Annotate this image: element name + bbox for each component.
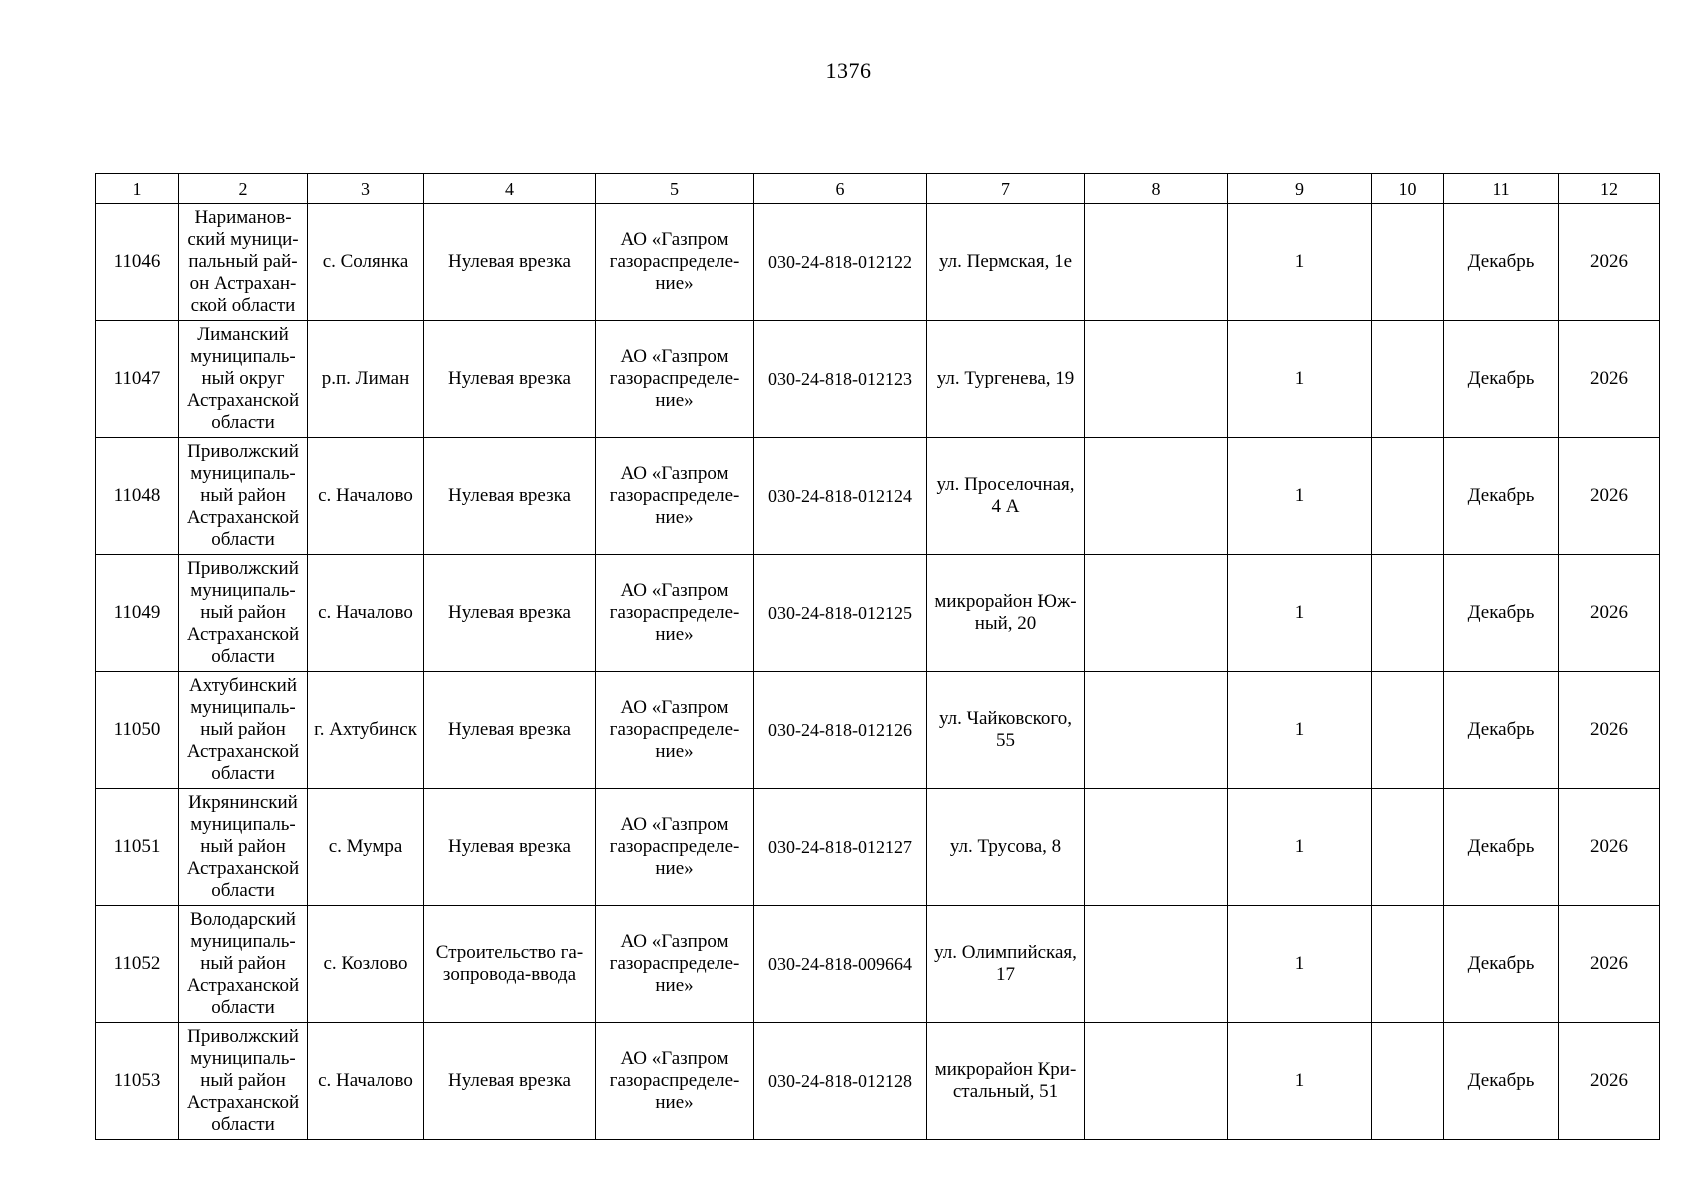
cell-line: микрорайон Юж- [934,591,1077,612]
column-header: 9 [1228,174,1372,204]
quantity-cell: 1 [1228,789,1372,906]
cell-line: Нулевая врезка [448,836,571,857]
cell-line: пальный рай- [188,251,298,272]
cell-line: 4 А [991,496,1020,517]
cell-line: муниципаль- [190,931,296,952]
table-row [96,789,1660,906]
month-cell: Декабрь [1444,906,1559,1023]
cell-line: Астраханской [186,741,300,762]
column-header: 10 [1372,174,1444,204]
year-cell: 2026 [1559,204,1660,321]
object-code-cell: 030-24-818-009664 [754,906,927,1023]
cell-line: муниципаль- [190,814,296,835]
cell-line: Ахтубинский [188,675,298,696]
cell-line: Астраханской [186,1092,300,1113]
cell-line: газораспределе- [609,485,740,506]
record-number-cell: 11047 [96,321,179,438]
cell-line: ный район [200,485,286,506]
work-type-cell [424,438,596,555]
column-8-cell [1085,555,1228,672]
district-cell [179,789,308,906]
column-8-cell [1085,789,1228,906]
quantity-cell: 1 [1228,321,1372,438]
organization-cell [596,672,754,789]
cell-line: Нулевая врезка [448,602,571,623]
column-10-cell [1372,672,1444,789]
cell-line: АО «Газпром [620,1048,729,1069]
column-header: 4 [424,174,596,204]
record-number-cell: 11052 [96,906,179,1023]
column-header: 12 [1559,174,1660,204]
cell-line: Икрянинский [188,792,298,813]
settlement-cell: с. Началово [308,555,424,672]
cell-line: ул. Пермская, 1е [938,251,1073,272]
column-10-cell [1372,438,1444,555]
cell-line: области [211,880,275,901]
column-8-cell [1085,906,1228,1023]
record-number-cell: 11046 [96,204,179,321]
settlement-cell: с. Началово [308,438,424,555]
cell-line: ный район [200,836,286,857]
cell-line: Астраханской [186,624,300,645]
address-cell [927,321,1085,438]
column-header: 7 [927,174,1085,204]
cell-line: области [211,412,275,433]
year-cell: 2026 [1559,672,1660,789]
object-code-cell: 030-24-818-012122 [754,204,927,321]
cell-line: муниципаль- [190,346,296,367]
column-header: 3 [308,174,424,204]
object-code-cell: 030-24-818-012124 [754,438,927,555]
month-cell: Декабрь [1444,321,1559,438]
column-header: 11 [1444,174,1559,204]
record-number-cell: 11051 [96,789,179,906]
table-row [96,672,1660,789]
district-cell [179,321,308,438]
column-8-cell [1085,1023,1228,1140]
district-cell [179,204,308,321]
settlement-cell: г. Ахтубинск [308,672,424,789]
month-cell: Декабрь [1444,672,1559,789]
cell-line: ние» [655,858,694,879]
record-number-cell: 11053 [96,1023,179,1140]
cell-line: АО «Газпром [620,931,729,952]
address-cell [927,789,1085,906]
quantity-cell: 1 [1228,906,1372,1023]
cell-line: Приволжский [187,558,299,579]
organization-cell [596,204,754,321]
settlement-cell: с. Солянка [308,204,424,321]
address-cell [927,1023,1085,1140]
column-header: 6 [754,174,927,204]
column-8-cell [1085,204,1228,321]
cell-line: муниципаль- [190,580,296,601]
month-cell: Декабрь [1444,789,1559,906]
column-10-cell [1372,555,1444,672]
cell-line: Приволжский [187,1026,299,1047]
cell-line: области [211,997,275,1018]
work-type-cell [424,321,596,438]
column-10-cell [1372,1023,1444,1140]
cell-line: газораспределе- [609,1070,740,1091]
work-type-cell [424,555,596,672]
address-cell [927,672,1085,789]
cell-line: ние» [655,273,694,294]
record-number-cell: 11050 [96,672,179,789]
table-row [96,438,1660,555]
organization-cell [596,321,754,438]
work-type-cell [424,906,596,1023]
cell-line: АО «Газпром [620,697,729,718]
work-type-cell [424,672,596,789]
cell-line: газораспределе- [609,719,740,740]
quantity-cell: 1 [1228,1023,1372,1140]
cell-line: газораспределе- [609,953,740,974]
record-number-cell: 11048 [96,438,179,555]
cell-line: ул. Чайковского, [939,708,1072,729]
cell-line: Нулевая врезка [448,719,571,740]
cell-line: ул. Проселочная, [936,474,1075,495]
address-cell [927,555,1085,672]
organization-cell [596,906,754,1023]
cell-line: ние» [655,624,694,645]
cell-line: зопровода-ввода [442,964,577,985]
address-cell [927,906,1085,1023]
cell-line: АО «Газпром [620,346,729,367]
cell-line: Астраханской [186,390,300,411]
cell-line: области [211,1114,275,1135]
district-cell [179,1023,308,1140]
object-code-cell: 030-24-818-012125 [754,555,927,672]
district-cell [179,672,308,789]
column-header: 2 [179,174,308,204]
cell-line: области [211,646,275,667]
table-row [96,1023,1660,1140]
year-cell: 2026 [1559,906,1660,1023]
column-8-cell [1085,672,1228,789]
object-code-cell: 030-24-818-012123 [754,321,927,438]
quantity-cell: 1 [1228,672,1372,789]
year-cell: 2026 [1559,555,1660,672]
year-cell: 2026 [1559,1023,1660,1140]
column-10-cell [1372,321,1444,438]
cell-line: АО «Газпром [620,580,729,601]
cell-line: газораспределе- [609,251,740,272]
month-cell: Декабрь [1444,555,1559,672]
cell-line: ный округ [201,368,285,389]
work-type-cell [424,204,596,321]
district-cell [179,906,308,1023]
cell-line: Нулевая врезка [448,485,571,506]
cell-line: АО «Газпром [620,814,729,835]
table-row [96,204,1660,321]
table-row [96,321,1660,438]
organization-cell [596,789,754,906]
settlement-cell: с. Мумра [308,789,424,906]
cell-line: микрорайон Кри- [934,1059,1077,1080]
settlement-cell: р.п. Лиман [308,321,424,438]
cell-line: ный район [200,1070,286,1091]
table-row [96,906,1660,1023]
column-header: 1 [96,174,179,204]
year-cell: 2026 [1559,438,1660,555]
cell-line: Приволжский [187,441,299,462]
cell-line: ул. Олимпийская, [934,942,1077,963]
cell-line: Строительство га- [435,942,584,963]
data-table [95,173,1660,1140]
year-cell: 2026 [1559,789,1660,906]
quantity-cell: 1 [1228,204,1372,321]
cell-line: ный район [200,953,286,974]
cell-line: стальный, 51 [952,1081,1059,1102]
quantity-cell: 1 [1228,438,1372,555]
cell-line: муниципаль- [190,697,296,718]
address-cell [927,204,1085,321]
cell-line: газораспределе- [609,602,740,623]
cell-line: ный район [200,719,286,740]
month-cell: Декабрь [1444,1023,1559,1140]
cell-line: ние» [655,507,694,528]
district-cell [179,438,308,555]
cell-line: Астраханской [186,507,300,528]
cell-line: области [211,529,275,550]
object-code-cell: 030-24-818-012128 [754,1023,927,1140]
settlement-cell: с. Началово [308,1023,424,1140]
cell-line: Володарский [190,909,296,930]
settlement-cell: с. Козлово [308,906,424,1023]
column-header: 8 [1085,174,1228,204]
cell-line: он Астрахан- [189,273,297,294]
cell-line: Астраханской [186,858,300,879]
cell-line: газораспределе- [609,368,740,389]
cell-line: ский муници- [187,229,299,250]
object-code-cell: 030-24-818-012127 [754,789,927,906]
table-body [96,204,1660,1140]
cell-line: области [211,763,275,784]
cell-line: Лиманский [197,324,289,345]
column-header: 5 [596,174,754,204]
month-cell: Декабрь [1444,204,1559,321]
organization-cell [596,438,754,555]
work-type-cell [424,789,596,906]
cell-line: газораспределе- [609,836,740,857]
cell-line: ской области [190,295,296,316]
column-10-cell [1372,906,1444,1023]
cell-line: ние» [655,390,694,411]
cell-line: Нулевая врезка [448,368,571,389]
column-number-row [96,174,1660,204]
cell-line: 55 [996,730,1015,751]
year-cell: 2026 [1559,321,1660,438]
organization-cell [596,1023,754,1140]
address-cell [927,438,1085,555]
work-type-cell [424,1023,596,1140]
cell-line: АО «Газпром [620,229,729,250]
district-cell [179,555,308,672]
cell-line: ный район [200,602,286,623]
cell-line: Нулевая врезка [448,1070,571,1091]
cell-line: Астраханской [186,975,300,996]
column-10-cell [1372,789,1444,906]
cell-line: ние» [655,975,694,996]
organization-cell [596,555,754,672]
cell-line: муниципаль- [190,1048,296,1069]
cell-line: 17 [996,964,1015,985]
cell-line: муниципаль- [190,463,296,484]
quantity-cell: 1 [1228,555,1372,672]
column-8-cell [1085,438,1228,555]
cell-line: Нариманов- [194,207,292,228]
column-8-cell [1085,321,1228,438]
page-number: 1376 [825,58,872,83]
cell-line: АО «Газпром [620,463,729,484]
record-number-cell: 11049 [96,555,179,672]
cell-line: ул. Тургенева, 19 [936,368,1075,389]
cell-line: ние» [655,1092,694,1113]
table-row [96,555,1660,672]
month-cell: Декабрь [1444,438,1559,555]
cell-line: Нулевая врезка [448,251,571,272]
cell-line: ный, 20 [974,613,1037,634]
column-10-cell [1372,204,1444,321]
cell-line: ние» [655,741,694,762]
object-code-cell: 030-24-818-012126 [754,672,927,789]
cell-line: ул. Трусова, 8 [949,836,1062,857]
